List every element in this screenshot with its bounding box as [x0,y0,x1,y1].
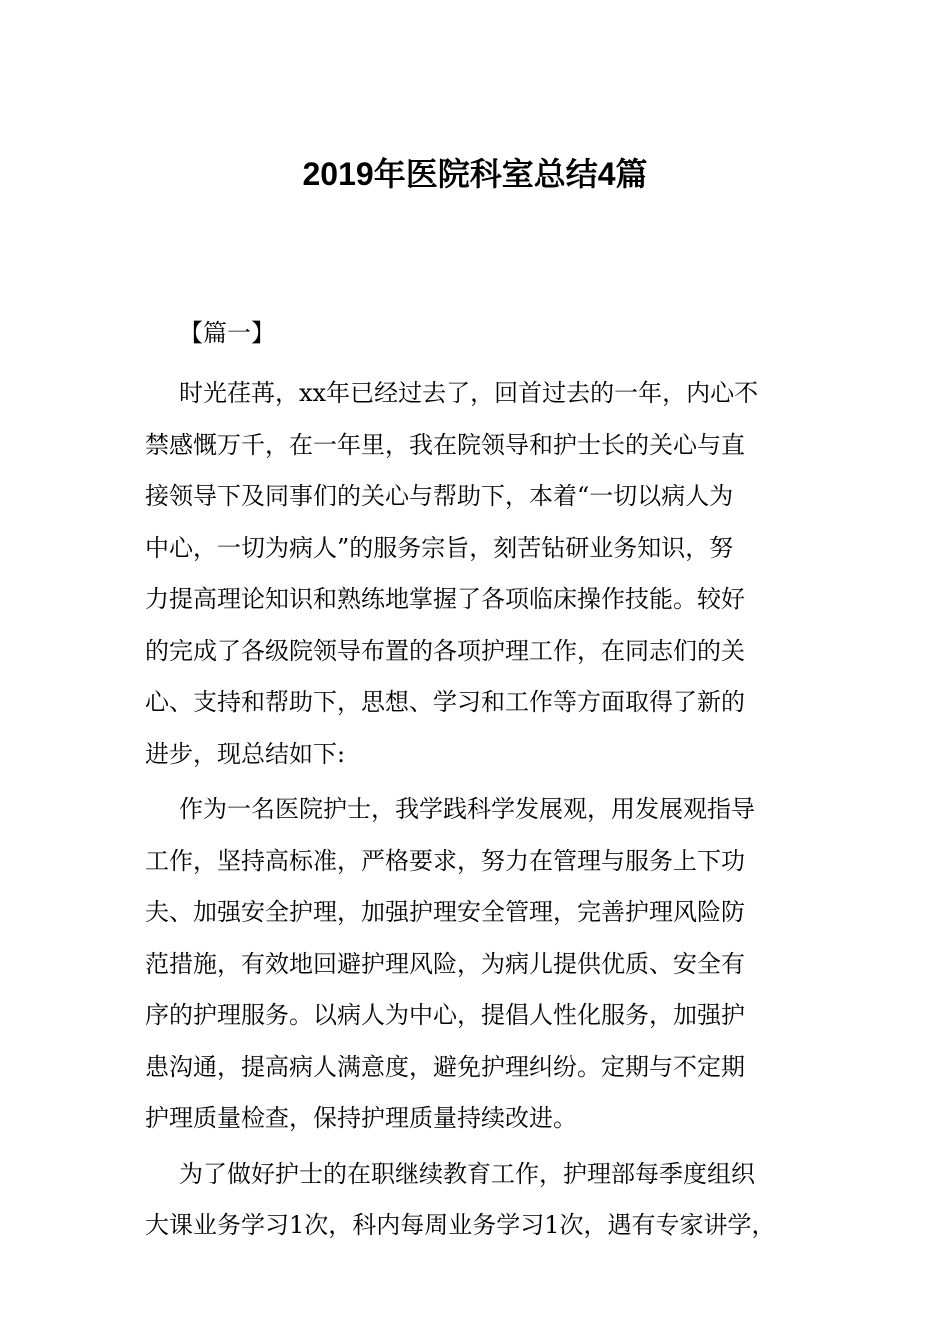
paragraph-line: 时光荏苒，xx年已经过去了，回首过去的一年，内心不 [179,379,759,407]
paragraph-line: 工作，坚持高标准，严格要求，努力在管理与服务上下功 [145,846,745,875]
paragraph-3 [145,1149,810,1252]
section-label: 【篇一】 [179,319,275,347]
paragraph-line: 夫、加强安全护理，加强护理安全管理，完善护理风险防 [145,898,745,926]
paragraph-line: 的完成了各级院领导布置的各项护理工作，在同志们的关 [145,636,745,665]
paragraph-line: 为了做好护士的在职继续教育工作，护理部每季度组织 [179,1159,755,1188]
paragraph-line: 接领导下及同事们的关心与帮助下，本着“一切以病人为 [145,482,734,510]
paragraph-1 [145,368,810,780]
paragraph-line: 心、支持和帮助下，思想、学习和工作等方面取得了新的 [145,688,745,716]
paragraph-line: 作为一名医院护士，我学践科学发展观，用发展观指导 [179,795,755,823]
paragraph-line: 大课业务学习1次，科内每周业务学习1次，遇有专家讲学， [145,1211,776,1239]
paragraph-line: 中心，一切为病人”的服务宗旨，刻苦钻研业务知识，努 [145,533,734,562]
paragraph-line: 护理质量检查，保持护理质量持续改进。 [145,1104,577,1132]
paragraph-line: 力提高理论知识和熟练地掌握了各项临床操作技能。较好 [145,585,745,613]
paragraph-line: 序的护理服务。以病人为中心，提倡人性化服务，加强护 [145,1001,745,1029]
document-body [145,308,810,1256]
paragraph-line: 患沟通，提高病人满意度，避免护理纠纷。定期与不定期 [145,1052,745,1081]
paragraph-line: 范措施，有效地回避护理风险，为病儿提供优质、安全有 [145,949,745,978]
document-title: 2019年医院科室总结4篇 [302,156,648,192]
paragraph-line: 禁感慨万千，在一年里，我在院领导和护士长的关心与直 [145,430,745,459]
paragraph-line: 进步，现总结如下: [145,739,346,768]
paragraph-2 [145,784,810,1145]
